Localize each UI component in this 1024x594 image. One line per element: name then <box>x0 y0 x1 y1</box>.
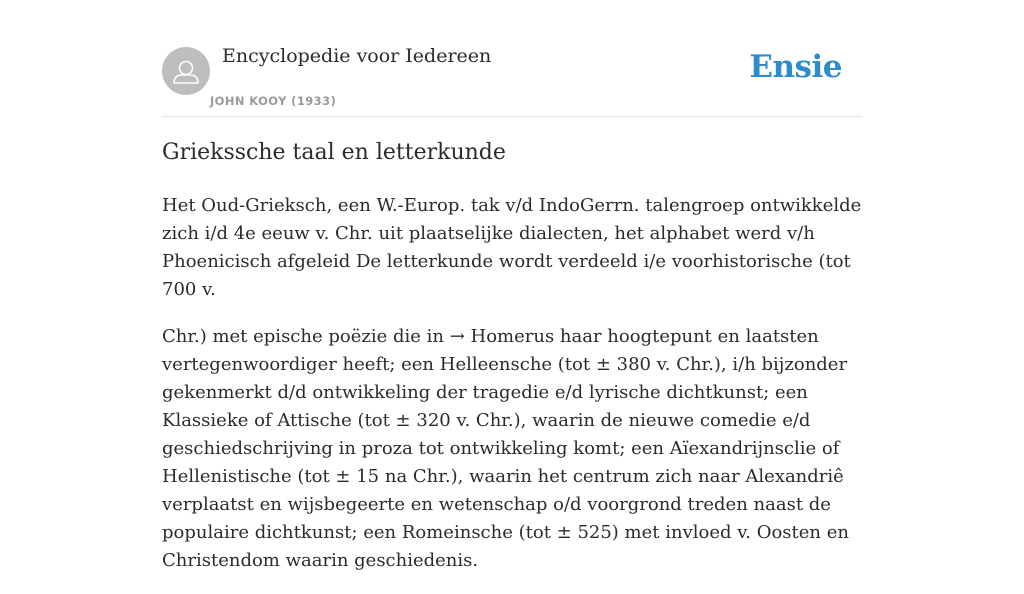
article-title: Griekssche taal en letterkunde <box>162 140 506 165</box>
article-paragraph: Chr.) met epische poëzie die in → Homerus haar hoogtepunt en laatsten vertegenwoordiger heeft; een Helleensche (tot ± 380 v. Chr.), i/h bijzonder gekenmerkt d/d ontwikkeling der tragedie e/d lyrische dichtkunst; een Klassieke of Attische (tot ± 320 v. Chr.), waarin de nieuwe comedie e/d geschiedschrijving in proza tot ontwikkeling komt; een Aïexandrijnsclie of Hellenistische (tot ± 15 na Chr.), waarin het centrum zich naar Alexandriê verplaatst en wijsbegeerte en wetenschap o/d voorgrond treden naast de populaire dichtkunst; een Romeinsche (tot ± 525) met invloed v. Oosten en Christendom waarin geschiedenis. <box>162 326 849 571</box>
user-silhouette-icon <box>162 47 210 95</box>
source-title[interactable]: Encyclopedie voor Iedereen <box>222 45 492 67</box>
brand-logo[interactable]: Ensie <box>749 49 842 85</box>
article-paragraph: Het Oud-Grieksch, een W.-Europ. tak v/d IndoGerrn. talengroep ontwikkelde zich i/d 4e eeuw v. Chr. uit plaatselijke dialecten, het alphabet werd v/h Phoenicisch afgeleid De letterkunde wordt verdeeld i/e voorhistorische (tot 700 v. <box>162 195 862 300</box>
source-header <box>162 0 862 117</box>
article-body <box>162 192 862 594</box>
author-name[interactable]: JOHN KOOY (1933) <box>210 94 337 108</box>
